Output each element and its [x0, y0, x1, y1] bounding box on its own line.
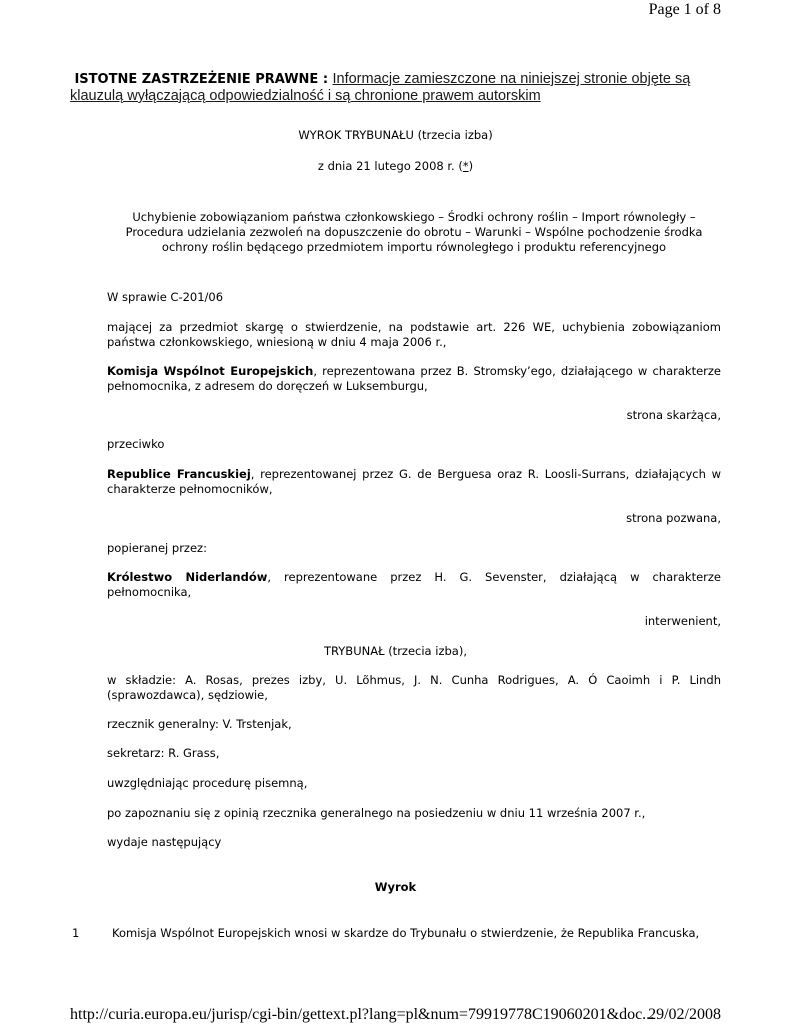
footnote-star-link[interactable]: * — [462, 159, 469, 173]
judgment-date — [70, 159, 721, 174]
page-number: Page 1 of 8 — [648, 1, 721, 18]
defendant-party — [107, 467, 721, 497]
advocate-opinion: po zapoznaniu się z opinią rzecznika generalnego na posiedzeniu w dniu 11 września 2007 r., — [107, 806, 646, 820]
applicant-representation: , reprezentowana przez B. Stromsky’ego, działającego w charakterze pełnomocnika, z adresem do doręczeń w Luksemburgu, — [107, 364, 721, 393]
intervener-party — [107, 570, 721, 600]
defendant-role: strona pozwana, — [626, 511, 721, 525]
versus-label: przeciwko — [107, 437, 165, 451]
delivers-label: wydaje następujący — [107, 835, 222, 849]
intervener-role: interwenient, — [644, 614, 721, 628]
date-close: ) — [468, 159, 474, 173]
intervener-name: Królestwo Niderlandów — [107, 570, 268, 584]
footer-date: 29/02/2008 — [648, 1006, 721, 1023]
intervener-representation: , reprezentowane przez H. G. Sevenster, działającą w charakterze pełnomocnika, — [107, 570, 722, 599]
supported-by-label: popieranej przez: — [107, 541, 207, 555]
applicant-name: Komisja Wspólnot Europejskich — [107, 364, 314, 378]
registrar: sekretarz: R. Grass, — [107, 746, 220, 760]
judgment-subject: Uchybienie zobowiązaniom państwa członkowskiego – Środki ochrony roślin – Import równoległy – Procedura udzielania zezwoleń na dopuszczenie do obrotu – Warunki – Wspólne pochodzenie środka ochrony roślin będącego przedmiotem importu równoległego i produktu referencyjnego — [125, 210, 703, 254]
date-text: z dnia 21 lutego 2008 r. ( — [317, 159, 463, 173]
legal-disclaimer — [70, 71, 730, 104]
court-composition: w składzie: A. Rosas, prezes izby, U. Lõhmus, J. N. Cunha Rodrigues, A. Ó Caoimh i P. Lindh (sprawozdawca), sędziowie, — [107, 673, 721, 702]
judgment-title: WYROK TRYBUNAŁU (trzecia izba) — [298, 128, 493, 142]
disclaimer-heading: ISTOTNE ZASTRZEŻENIE PRAWNE : — [74, 72, 329, 87]
applicant-party — [107, 364, 721, 394]
defendant-name: Republice Francuskiej — [107, 467, 251, 481]
disclaimer-link[interactable]: Informacje zamieszczone na niniejszej stronie objęte są klauzulą wyłączającą odpowiedzialność i są chronione prawem autorskim — [70, 71, 691, 104]
defendant-representation: , reprezentowanej przez G. de Berguesa oraz R. Loosli-Surrans, działających w charakterze pełnomocników, — [107, 467, 721, 496]
action-description: mającej za przedmiot skargę o stwierdzenie, na podstawie art. 226 WE, uchybienia zobowiązaniom państwa członkowskiego, wniesioną w dniu 4 maja 2006 r., — [107, 320, 721, 349]
paragraph-number: 1 — [72, 926, 80, 940]
case-number: W sprawie C-201/06 — [107, 290, 224, 304]
footer-url: http://curia.europa.eu/jurisp/cgi-bin/gettext.pl?lang=pl&num=79919778C19060201&doc... — [70, 1006, 655, 1023]
advocate-general: rzecznik generalny: V. Trstenjak, — [107, 717, 292, 731]
applicant-role: strona skarżąca, — [626, 408, 721, 422]
court-label: TRYBUNAŁ (trzecia izba), — [324, 644, 467, 658]
paragraph-text: Komisja Wspólnot Europejskich wnosi w skardze do Trybunału o stwierdzenie, że Republika Francuska, — [112, 926, 700, 940]
written-procedure: uwzględniając procedurę pisemną, — [107, 776, 308, 790]
judgment-heading: Wyrok — [374, 880, 417, 894]
